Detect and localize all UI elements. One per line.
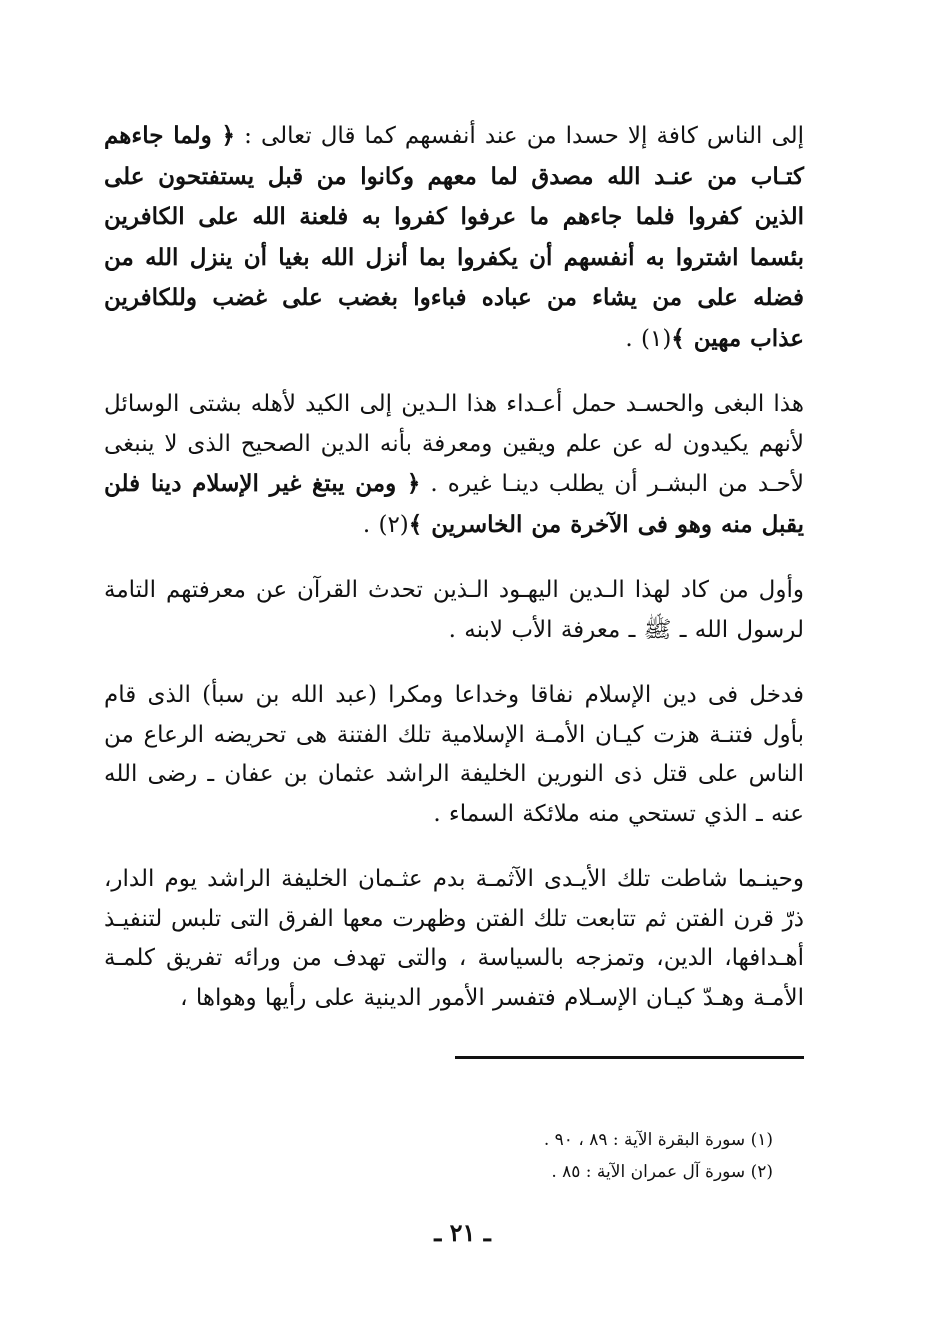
paragraph — [104, 676, 804, 834]
paragraph — [104, 571, 804, 650]
footnotes — [373, 1124, 773, 1188]
quran-verse: ﴿ ومن يبتغ غير الإسلام دينا فلن يقبل منه وهو فى الآخرة من الخاسرين ﴾ — [104, 470, 804, 538]
footnote-reference: (١) . — [625, 325, 672, 352]
footnote-reference: (٢) . — [362, 511, 409, 538]
paragraph — [104, 385, 804, 545]
footnote: (٢) سورة آل عمران الآية : ٨٥ . — [551, 1162, 773, 1182]
page-number: ـ ٢١ ـ — [434, 1218, 491, 1247]
paragraph — [104, 116, 804, 359]
paragraph-text: فدخل فى دين الإسلام نفاقا وخداعا ومكرا (عبد الله بن سبأ) الذى قام بأول فتنـة هزت كيـان الأمـة الإسلامية تلك الفتنة هى تحريضه الرعاع من الناس على قتل ذى النورين الخليفة الراشد عثمان بن عفان ـ رضى الله عنه ـ الذي تستحي منه ملائكة السماء . — [104, 682, 804, 827]
paragraph — [104, 860, 804, 1018]
paragraph-text: وأول من كاد لهذا الـدين اليهـود الـذين تحدث القرآن عن معرفتهم التامة لرسول الله ـ ﷺ ـ معرفة الأب لابنه . — [104, 577, 804, 643]
footnote: (١) سورة البقرة الآية : ٨٩ ، ٩٠ . — [543, 1130, 773, 1150]
paragraph-text: هذا البغى والحسـد حمل أعـداء هذا الـدين إلى الكيد لأهله بشتى الوسائل لأنهم يكيدون له عن علم ويقين ومعرفة بأنه الدين الصحيح الذى لا ينبغى لأحـد من البشـر أن يطلب دينـا غيره . — [104, 391, 804, 497]
footnote-divider — [455, 1056, 804, 1059]
page-body — [104, 116, 804, 1044]
quran-verse: ﴿ ولما جاءهم كتـاب من عنـد الله مصدق لما معهم وكانوا من قبل يستفتحون على الذين كفروا فلما جاءهم ما عرفوا كفروا به فلعنة الله على الكافرين بئسما اشتروا به أنفسهم أن يكفروا بما أنزل الله بغيا أن ينزل الله من فضله على من يشاء من عباده فباءوا بغضب على غضب وللكافرين عذاب مهين ﴾ — [104, 122, 804, 352]
paragraph-text: وحينـما شاطت تلك الأيـدى الآثمـة بدم عثـمان الخليفة الراشد يوم الدار، ذرّ قرن الفتن ثم تتابعت تلك الفتن وظهرت معها الفرق التى تلبس لتنفيـذ أهـدافها، الدين، وتمزجه بالسياسة ، والتى تهدف من ورائه تفريق كلمـة الأمـة وهـدّ كيـان الإسـلام فتفسر الأمور الدينية على رأيها وهواها ، — [104, 866, 804, 1011]
paragraph-text: إلى الناس كافة إلا حسدا من عند أنفسهم كما قال تعالى : — [234, 123, 805, 149]
